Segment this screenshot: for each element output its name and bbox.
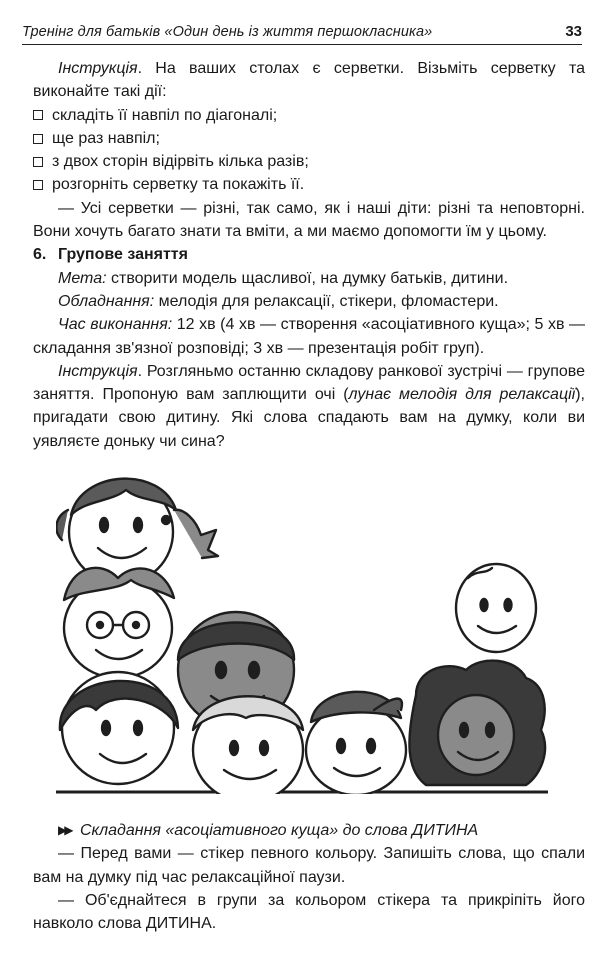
equipment-line: Обладнання: мелодія для релаксації, стікери, фломастери. — [58, 292, 499, 310]
square-bullet-icon — [33, 157, 43, 167]
list-item: складіть її навпіл по діагоналі; — [33, 104, 585, 127]
activity-title-line — [33, 819, 585, 842]
closing-remark: — Усі серветки — різні, так само, як і наші діти: різні та неповторні. Вони хочуть багато знати та вміти, а ми маємо допомогти їм у цьому. — [33, 199, 585, 241]
list-item: ще раз навпіл; — [33, 127, 585, 150]
curly-haired-child — [409, 661, 545, 785]
list-item: з двох сторін відірвіть кілька разів; — [33, 150, 585, 173]
instruction-text: . На ваших столах є серветки. Візьміть серветку та виконайте такі дії: — [33, 60, 585, 101]
activity-title: Складання «асоціативного куща» до слова ДИТИНА — [80, 822, 479, 839]
smiling-boy — [193, 696, 303, 794]
section-heading — [33, 243, 585, 266]
running-title: Тренінг для батьків «Один день із життя першокласника» — [22, 24, 433, 40]
page-header — [22, 22, 582, 45]
instruction-label: Інструкція — [58, 60, 138, 77]
section-title: Групове заняття — [58, 246, 188, 264]
activity-line-2: — Об'єднайтеся в групи за кольором стікера та прикріпіть його навколо слова ДИТИНА. — [33, 891, 585, 933]
activity-line-1: — Перед вами — стікер певного кольору. Запишіть слова, що спали вам на думку під час релаксаційної паузи. — [33, 845, 585, 886]
children-illustration — [56, 460, 548, 794]
boy-with-cap — [306, 692, 406, 794]
girl-with-dark-hair — [60, 672, 178, 784]
steps-list — [33, 104, 585, 197]
square-bullet-icon — [33, 134, 43, 144]
activity-block — [33, 819, 585, 935]
group-instruction: Інструкція. Розгляньмо останню складову ранкової зустрічі — групове заняття. Пропоную вам заплющити очі (лунає мелодія для релаксації), пригадати свою дитину. Які слова спадають вам на думку, коли ви уявляєте доньку чи сина? — [33, 362, 585, 450]
list-item: розгорніть серветку та покажіть її. — [33, 173, 585, 196]
instruction-paragraph — [33, 57, 585, 104]
goal-line: Мета: створити модель щасливої, на думку батьків, дитини. — [58, 269, 509, 287]
time-line: Час виконання: 12 хв (4 хв — створення «асоціативного куща»; 5 хв — складання зв'язної розповіді; 3 хв — презентація робіт груп). — [33, 316, 586, 357]
section-number: 6. — [33, 246, 47, 264]
bald-boy — [456, 564, 536, 652]
page-number: 33 — [565, 23, 582, 40]
square-bullet-icon — [33, 180, 43, 190]
square-bullet-icon — [33, 110, 43, 120]
double-arrow-icon: ▶▶ — [58, 823, 71, 837]
main-text — [33, 57, 585, 453]
boy-with-glasses — [64, 568, 174, 678]
